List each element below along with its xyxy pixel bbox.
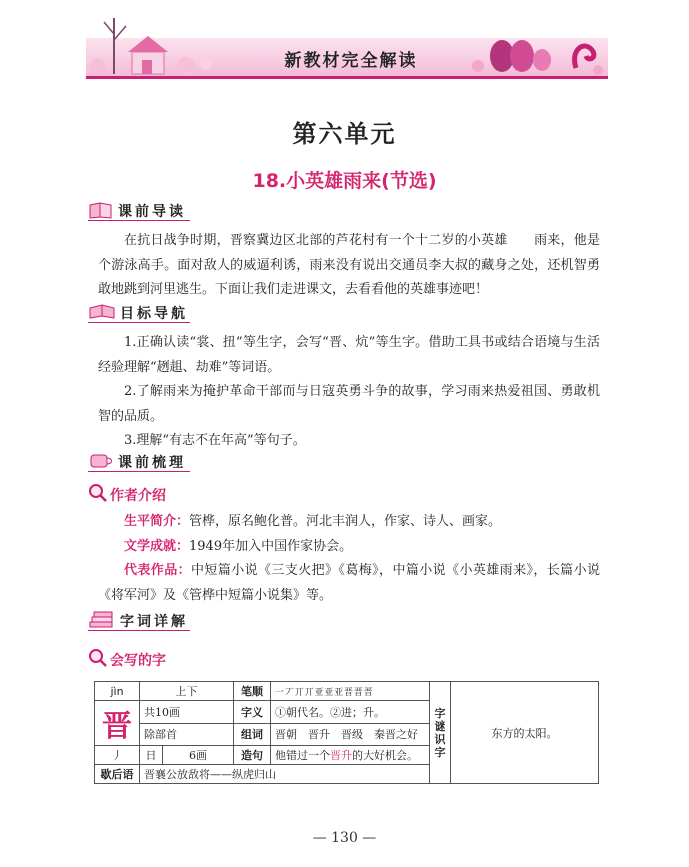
sentence-highlight: 晋升 (330, 749, 353, 762)
goals-list (98, 331, 600, 454)
author-achievement (98, 535, 600, 560)
open-book-icon (88, 302, 116, 320)
section-underline (88, 630, 190, 631)
goal-item: 3.理解“有志不在年高”等句子。 (124, 433, 306, 448)
meaning-label: 字义 (234, 701, 271, 724)
radical-label: 除部首 (140, 723, 234, 746)
big-char: 晋 (95, 701, 140, 746)
section-words-heading: 字词详解 (120, 614, 188, 630)
section-overview-heading: 课前梳理 (118, 455, 186, 471)
riddle-text: 东方的太阳。 (451, 682, 599, 784)
goal-item: 2.了解雨来为掩护革命干部而与日寇英勇斗争的故事，学习雨来热爱祖国、勇敢机智的品质。 (98, 384, 600, 424)
section-goals-heading: 目标导航 (120, 306, 188, 322)
magnifier-icon (88, 648, 108, 668)
book-icon (88, 201, 114, 219)
unit-title: 第六单元 (292, 120, 397, 148)
riddle-label: 字谜识字 (430, 682, 451, 784)
words-label: 组词 (234, 723, 271, 746)
author-bio (98, 510, 600, 535)
radical-key: 日 (140, 746, 163, 765)
radical-char: 丿 (95, 746, 140, 765)
section-preview-heading: 课前导读 (118, 204, 186, 220)
works-text: 中短篇小说《三支火把》《葛梅》，中篇小说《小英雄雨来》，长篇小说《将军河》及《管桦中短篇小说集》等。 (98, 563, 600, 603)
idiom-text: 晋襄公放敌将——纵虎归山 (140, 765, 430, 784)
page-header (86, 10, 608, 78)
header-rule (86, 76, 608, 79)
section-underline (88, 322, 190, 323)
idiom-label: 歇后语 (95, 765, 140, 784)
cup-icon (88, 451, 114, 469)
lesson-title: 18.小英雄雨来(节选) (252, 170, 437, 192)
achieve-text: 1949年加入中国作家协会。 (189, 538, 353, 554)
rest-strokes: 6画 (163, 746, 234, 765)
words-text: 晋朝 晋升 晋级 秦晋之好 (271, 723, 430, 746)
stroke-count: 共10画 (140, 701, 234, 724)
write-chars-heading: 会写的字 (110, 653, 166, 669)
stroke-order: 一 丆 丌 丌 亚 亚 亚 晋 晋 晋 (271, 682, 430, 701)
works-label: 代表作品： (124, 563, 192, 578)
sentence-label: 造句 (234, 746, 271, 765)
section-underline (88, 471, 190, 472)
stroke-label: 笔顺 (234, 682, 271, 701)
header-title: 新教材完全解读 (284, 51, 418, 71)
structure-cell: 上下 (140, 682, 234, 701)
butterfly-decoration (458, 10, 608, 78)
bio-label: 生平简介： (124, 514, 190, 529)
author-info (98, 510, 600, 608)
magnifier-icon (88, 483, 108, 503)
pinyin-cell: jìn (95, 682, 140, 701)
preview-paragraph: 在抗日战争时期，晋察冀边区北部的芦花村有一个十二岁的小英雄 雨来，他是个游泳高手。面对敌人的威逼利诱，雨来没有说出交通员李大叔的藏身之处，还机智勇敢地跳到河里逃生。下面让我们走进课文，去看看他的英雄事迹吧！ (98, 233, 600, 297)
section-underline (88, 220, 190, 221)
author-heading: 作者介绍 (110, 488, 166, 504)
achieve-label: 文学成就： (124, 538, 190, 554)
page-number: — 130 — (312, 830, 377, 846)
book-stack-icon (88, 610, 116, 630)
goal-item: 1.正确认读“裳、扭”等生字，会写“晋、炕”等生字。借助工具书或结合语境与生活经验理解“趔趄、劫难”等词语。 (98, 335, 600, 375)
meaning-text: ①朝代名。②进；升。 (271, 701, 430, 724)
house-tree-decoration (86, 10, 236, 78)
sentence-text: 他错过一个晋升的大好机会。 (271, 746, 430, 765)
bio-text: 管桦，原名鲍化普。河北丰润人，作家、诗人、画家。 (189, 514, 502, 529)
author-works (98, 559, 600, 608)
char-table (94, 681, 599, 784)
